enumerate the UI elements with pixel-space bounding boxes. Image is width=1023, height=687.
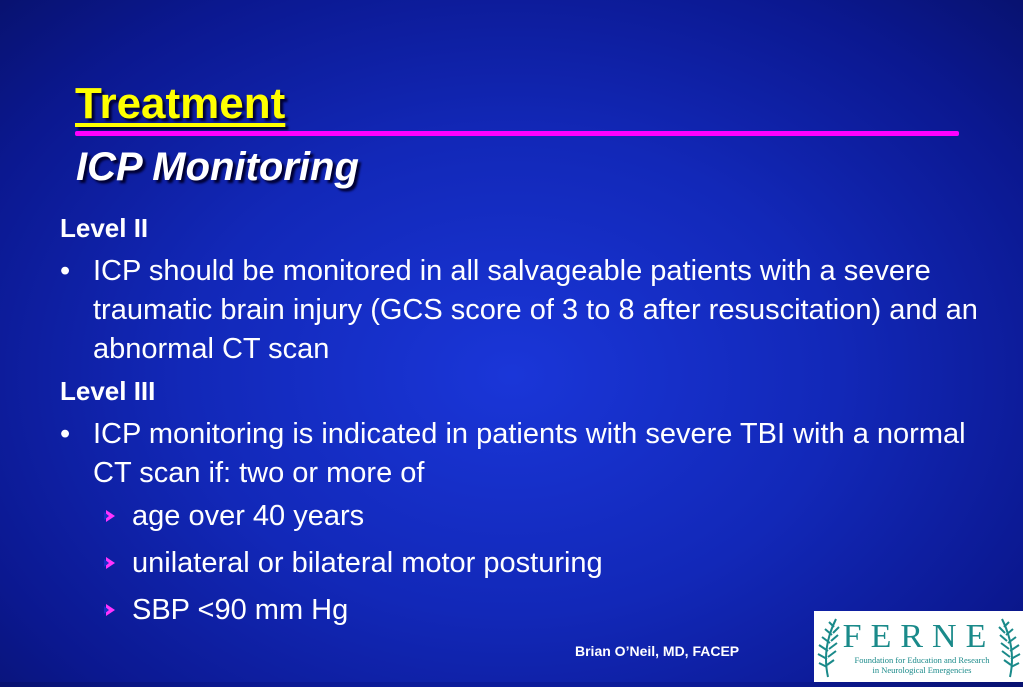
slide-title: Treatment	[75, 79, 286, 128]
bullet-dot: •	[60, 418, 71, 450]
level-3-bullet	[60, 415, 990, 493]
logo-tagline-1: Foundation for Education and Research	[854, 655, 990, 665]
slide-body	[60, 210, 990, 638]
level-2-bullet-text: ICP should be monitored in all salvageable patients with a severe traumatic brain injury (GCS score of 3 to 8 after resuscitation) and an abnormal CT scan	[93, 255, 978, 365]
logo-letters: FERNE	[842, 618, 996, 655]
level-3-heading: Level III	[60, 376, 156, 406]
author-credit: Brian O’Neil, MD, FACEP	[575, 643, 740, 659]
sub-item-text: unilateral or bilateral motor posturing	[132, 547, 603, 579]
slide-subtitle: ICP Monitoring	[76, 145, 359, 189]
sub-item-text: SBP <90 mm Hg	[132, 594, 349, 626]
sub-item-age	[60, 497, 990, 536]
level-3-bullet-text: ICP monitoring is indicated in patients with severe TBI with a normal CT scan if: two or more of	[93, 418, 966, 489]
level-2-bullet	[60, 252, 990, 369]
title-underline-rule	[75, 131, 959, 136]
bullet-dot: •	[60, 255, 71, 287]
arrow-bullet-icon	[106, 510, 115, 522]
arrow-bullet-icon	[106, 557, 115, 569]
ferne-logo-graphic	[814, 611, 1023, 682]
level-2-heading: Level II	[60, 213, 149, 243]
sub-item-text: age over 40 years	[132, 500, 365, 532]
fern-left-icon	[818, 619, 839, 677]
arrow-bullet-icon	[106, 604, 115, 616]
sub-item-posturing	[60, 544, 990, 583]
fern-right-icon	[999, 619, 1020, 677]
ferne-logo	[814, 611, 1023, 682]
logo-tagline-2: in Neurological Emergencies	[872, 665, 972, 675]
